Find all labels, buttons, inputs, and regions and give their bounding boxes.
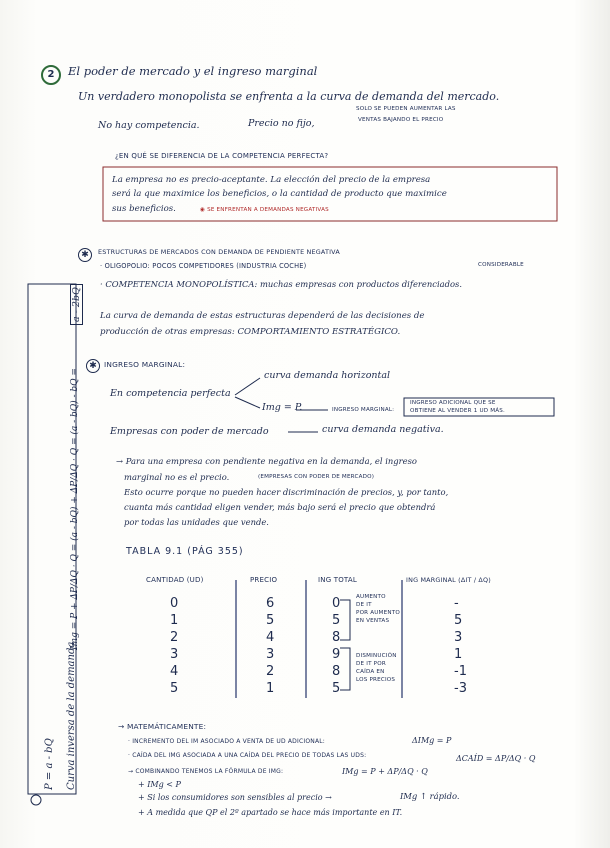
para-empresa-line-5: por todas las unidades que vende. bbox=[124, 517, 269, 527]
cell-ing-marginal: - bbox=[454, 596, 459, 611]
cell-ing-marginal: 1 bbox=[454, 647, 463, 662]
ingreso-title: INGRESO MARGINAL: bbox=[104, 360, 186, 369]
cell-ing-total: 8 bbox=[332, 664, 341, 679]
curva-line-1: La curva de demanda de estas estructuras dependerá de las decisiones de bbox=[100, 311, 425, 321]
ingreso-adicional-2: OBTIENE AL VENDER 1 UD MÁS. bbox=[410, 408, 506, 414]
mat-line-5-formula: IMg ↑ rápido. bbox=[400, 791, 460, 801]
note-line: DE IT bbox=[356, 602, 372, 608]
header-ing-marginal: ING MARGINAL (ΔIT / ΔQ) bbox=[406, 576, 491, 584]
ingreso-marginal-label: INGRESO MARGINAL: bbox=[332, 407, 395, 413]
empresas-poder-label: Empresas con poder de mercado bbox=[110, 426, 269, 437]
para-empresa-line-4: cuanta más cantidad eligen vender, más bajo será el precio que obtendrá bbox=[124, 502, 436, 512]
cell-ing-marginal: -3 bbox=[454, 681, 467, 696]
mat-line-2-formula: ΔCAÍD = ΔP/ΔQ · Q bbox=[456, 754, 536, 763]
bullet-precio-no-fijo: Precio no fijo, bbox=[248, 118, 315, 129]
answer-line-3: sus beneficios. bbox=[112, 204, 176, 214]
red-circle-icon: ◉ bbox=[200, 207, 208, 213]
competencia-perfecta-label: En competencia perfecta bbox=[110, 388, 231, 399]
note-line: EN VENTAS bbox=[356, 618, 390, 624]
cell-ing-total: 0 bbox=[332, 596, 341, 611]
section-title: El poder de mercado y el ingreso marginal bbox=[68, 64, 318, 78]
mat-title: → MATEMÁTICAMENTE: bbox=[118, 722, 207, 731]
mat-line-1: · INCREMENTO DEL IM ASOCIADO A VENTA DE UD ADICIONAL: bbox=[128, 738, 326, 745]
competencia-monopolistica-line: · COMPETENCIA MONOPOLÍSTICA: muchas empresas con productos diferenciados. bbox=[100, 279, 462, 289]
cell-cantidad: 3 bbox=[170, 647, 179, 662]
tabla-title: TABLA 9.1 (PÁG 355) bbox=[126, 546, 244, 557]
note-line: LOS PRECIOS bbox=[356, 677, 396, 683]
question-competencia-perfecta: ¿EN QUÉ SE DIFERENCIA DE LA COMPETENCIA PERFECTA? bbox=[115, 152, 329, 160]
cell-precio: 1 bbox=[266, 681, 275, 696]
arrow-icon: → bbox=[116, 456, 126, 466]
oligopolio-line: · OLIGOPOLIO: POCOS COMPETIDORES (INDUSTRIA COCHE) bbox=[100, 262, 307, 270]
note-line: DISMINUCIÓN bbox=[356, 653, 397, 659]
header-precio: PRECIO bbox=[250, 576, 278, 584]
mat-line-3-formula: IMg = P + ΔP/ΔQ · Q bbox=[342, 767, 428, 776]
mat-line-6: + A medida que QP el 2º apartado se hace más importante en IT. bbox=[138, 808, 403, 817]
answer-line-2: será la que maximice los beneficios, o la cantidad de producto que maximice bbox=[112, 189, 447, 199]
para-empresa-line-3: Esto ocurre porque no pueden hacer discriminación de precios, y, por tanto, bbox=[124, 487, 449, 497]
considerable-note: CONSIDERABLE bbox=[478, 262, 524, 268]
cell-ing-marginal: 5 bbox=[454, 613, 463, 628]
cell-cantidad: 4 bbox=[170, 664, 179, 679]
ingreso-adicional-1: INGRESO ADICIONAL QUE SE bbox=[410, 400, 496, 406]
bullet-no-competencia: No hay competencia. bbox=[98, 120, 200, 131]
mat-line-5: + Si los consumidores son sensibles al precio → bbox=[138, 793, 332, 802]
note-line: CAÍDA EN bbox=[356, 669, 385, 675]
curva-negativa-label: curva demanda negativa. bbox=[322, 424, 444, 435]
section-number-badge: 2 bbox=[41, 65, 61, 85]
note-line: DE IT POR bbox=[356, 661, 386, 667]
curva-line-2: producción de otras empresas: COMPORTAMIENTO ESTRATÉGICO. bbox=[100, 327, 401, 337]
cell-ing-marginal: -1 bbox=[454, 664, 467, 679]
answer-note bbox=[200, 207, 329, 213]
cell-ing-total: 8 bbox=[332, 630, 341, 645]
para-empresa-line-2: marginal no es el precio. bbox=[124, 472, 230, 482]
note-aumento bbox=[356, 593, 400, 625]
sidebar-p-eq: P = a - bQ bbox=[44, 738, 55, 790]
para-empresa-line-1-text: Para una empresa con pendiente negativa en la demanda, el ingreso bbox=[125, 456, 417, 466]
star-bullet-icon: ✱ bbox=[78, 248, 92, 262]
precio-note-2: VENTAS BAJANDO EL PRECIO bbox=[358, 117, 444, 123]
para-empresa-line-1 bbox=[116, 456, 417, 466]
precio-note-1: SOLO SE PUEDEN AUMENTAR LAS bbox=[356, 106, 456, 112]
answer-line-1: La empresa no es precio-aceptante. La elección del precio de la empresa bbox=[112, 175, 431, 185]
cell-precio: 4 bbox=[266, 630, 275, 645]
cell-ing-total: 9 bbox=[332, 647, 341, 662]
cell-precio: 2 bbox=[266, 664, 275, 679]
img-equals-p: Img = P. bbox=[262, 402, 303, 413]
estructuras-title: ESTRUCTURAS DE MERCADOS CON DEMANDA DE PENDIENTE NEGATIVA bbox=[98, 248, 340, 256]
cell-ing-total: 5 bbox=[332, 613, 341, 628]
cell-cantidad: 5 bbox=[170, 681, 179, 696]
mat-line-1-formula: ΔIMg = P bbox=[412, 736, 452, 745]
cell-precio: 3 bbox=[266, 647, 275, 662]
arrow-to-img bbox=[235, 397, 260, 408]
para-empresa-note: (EMPRESAS CON PODER DE MERCADO) bbox=[258, 474, 375, 480]
mat-line-2: · CAÍDA DEL IMG ASOCIADA A UNA CAÍDA DEL PRECIO DE TODAS LAS UDS: bbox=[128, 752, 367, 759]
cell-precio: 6 bbox=[266, 596, 275, 611]
note-disminucion bbox=[356, 652, 397, 684]
star-bullet-icon-2: ✱ bbox=[86, 359, 100, 373]
answer-note-text: SE ENFRENTAN A DEMANDAS NEGATIVAS bbox=[207, 207, 329, 213]
cell-precio: 5 bbox=[266, 613, 275, 628]
sidebar-curva-inversa: Curva inversa de la demanda bbox=[66, 641, 77, 790]
sidebar-img-formula: Img = P + ΔP/ΔQ · Q = (a - bQ) + ΔP/ΔQ · Q = (a - bQ) - bQ = bbox=[70, 368, 80, 650]
mat-line-3: → COMBINANDO TENEMOS LA FÓRMULA DE IMG: bbox=[128, 768, 284, 775]
arrow-to-horizontal bbox=[235, 378, 260, 395]
cell-cantidad: 2 bbox=[170, 630, 179, 645]
note-line: AUMENTO bbox=[356, 594, 386, 600]
header-ing-total: ING TOTAL bbox=[318, 576, 357, 584]
note-line: POR AUMENTO bbox=[356, 610, 400, 616]
cell-ing-total: 5 bbox=[332, 681, 341, 696]
cell-cantidad: 0 bbox=[170, 596, 179, 611]
mat-line-4: + IMg < P bbox=[138, 780, 181, 789]
sidebar-result: a - 2bQ bbox=[70, 284, 83, 325]
cell-ing-marginal: 3 bbox=[454, 630, 463, 645]
intro-text: Un verdadero monopolista se enfrenta a la curva de demanda del mercado. bbox=[78, 90, 500, 103]
curva-horizontal-label: curva demanda horizontal bbox=[264, 370, 391, 381]
header-cantidad: CANTIDAD (UD) bbox=[146, 576, 204, 584]
cell-cantidad: 1 bbox=[170, 613, 179, 628]
